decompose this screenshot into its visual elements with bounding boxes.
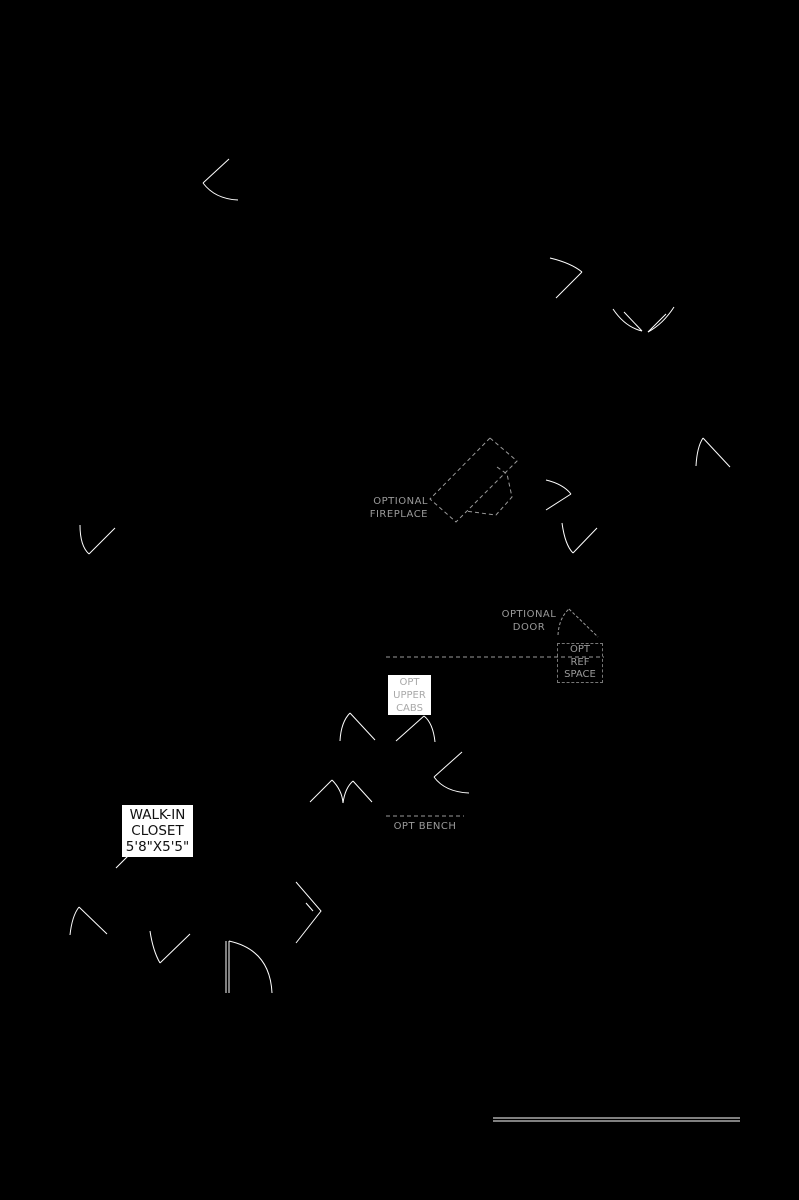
door-swing-mid-right bbox=[546, 480, 571, 510]
door-swing-right-edge bbox=[696, 438, 730, 467]
upper-cabs-line-3: CABS bbox=[396, 703, 423, 714]
upper-cabs-line-1: OPT bbox=[399, 677, 420, 688]
scale-bar bbox=[493, 1118, 740, 1121]
ref-space-line-3: SPACE bbox=[564, 669, 596, 680]
bifold-door-lower bbox=[296, 882, 321, 943]
closet-label-line-2: CLOSET bbox=[131, 823, 184, 839]
optional-fireplace-outline bbox=[430, 438, 517, 522]
optional-door-label bbox=[494, 608, 564, 634]
door-label-line-1: OPTIONAL bbox=[501, 609, 557, 620]
door-label-line-2: DOOR bbox=[512, 622, 546, 633]
opt-bench-label bbox=[384, 820, 466, 833]
double-door-swing-center bbox=[340, 713, 435, 742]
ref-space-line-2: REF bbox=[570, 656, 590, 668]
double-door-swing-top-right bbox=[613, 307, 674, 332]
door-swing-top-left bbox=[203, 159, 238, 200]
door-swing-bench bbox=[434, 752, 469, 793]
ref-space-line-1: OPT bbox=[569, 644, 590, 655]
optional-door-swing bbox=[558, 609, 598, 637]
door-swing-lower bbox=[150, 931, 190, 963]
opt-ref-space-box bbox=[557, 643, 603, 683]
opt-upper-cabs-box bbox=[388, 675, 431, 715]
door-swing-lower-left bbox=[70, 907, 107, 935]
door-swing-mid-right-lower bbox=[562, 523, 597, 553]
door-swing-upper-right bbox=[550, 258, 582, 298]
upper-cabs-line-2: UPPER bbox=[393, 690, 426, 701]
closet-dimensions: 5'8"X5'5" bbox=[125, 839, 190, 855]
door-swing-bottom-large bbox=[226, 941, 272, 993]
fireplace-label-line-2: FIREPLACE bbox=[369, 509, 428, 520]
fireplace-label-line-1: OPTIONAL bbox=[373, 496, 428, 507]
optional-fireplace-label bbox=[358, 495, 428, 521]
closet-label-line-1: WALK-IN bbox=[129, 807, 186, 823]
opt-bench-text: OPT BENCH bbox=[393, 821, 457, 832]
walk-in-closet-label bbox=[122, 805, 193, 857]
door-swing-left-edge bbox=[80, 525, 115, 554]
double-door-swing-lower-center bbox=[310, 780, 372, 803]
